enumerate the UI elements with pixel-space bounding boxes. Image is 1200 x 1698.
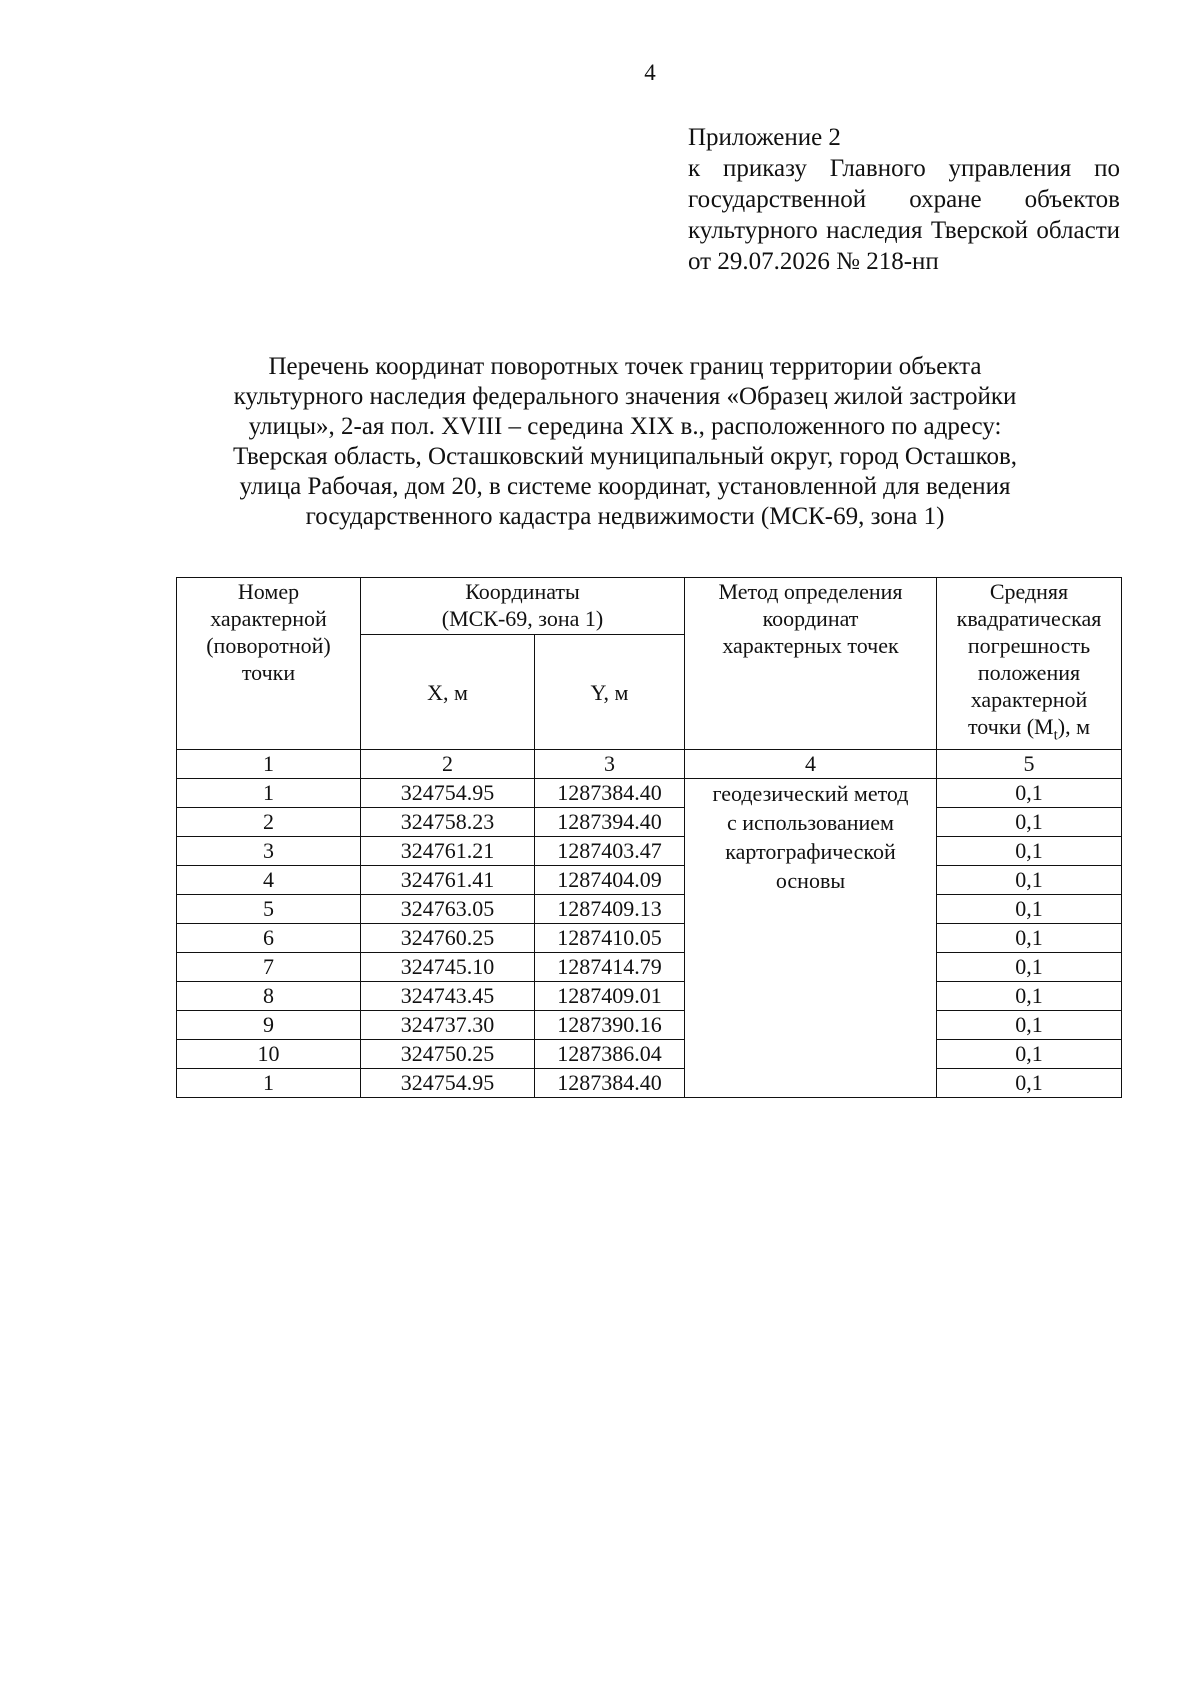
table-row: [177, 1011, 1122, 1040]
x-coordinate-cell: 324761.21: [361, 837, 535, 866]
table-row: [177, 866, 1122, 895]
x-coordinate-cell: 324758.23: [361, 808, 535, 837]
heading-line: культурного наследия федерального значения «Образец жилой застройки: [233, 383, 1017, 410]
point-number-cell: 1: [177, 779, 361, 808]
column-index: 1: [177, 750, 361, 779]
point-number-cell: 1: [177, 1069, 361, 1098]
y-coordinate-cell: 1287384.40: [535, 1069, 685, 1098]
point-number-cell: 10: [177, 1040, 361, 1069]
header-y: Y, м: [535, 635, 685, 750]
x-coordinate-cell: 324743.45: [361, 982, 535, 1011]
error-cell: 0,1: [937, 1040, 1122, 1069]
column-index: 3: [535, 750, 685, 779]
heading-line: улицы», 2-ая пол. XVIII – середина XIX в., расположенного по адресу:: [248, 413, 1002, 440]
header-mean-square-error: Средняя квадратическая погрешность положения характерной точки $(M_t)$, м: [937, 578, 1122, 750]
column-index: 4: [685, 750, 937, 779]
error-cell: 0,1: [937, 779, 1122, 808]
y-coordinate-cell: 1287409.01: [535, 982, 685, 1011]
error-cell: 0,1: [937, 1011, 1122, 1040]
method-line: картографической: [725, 839, 896, 865]
coordinates-table: [176, 577, 1122, 1098]
x-coordinate-cell: 324760.25: [361, 924, 535, 953]
x-coordinate-cell: 324745.10: [361, 953, 535, 982]
method-line: основы: [775, 868, 846, 894]
column-index: 2: [361, 750, 535, 779]
point-number-cell: 9: [177, 1011, 361, 1040]
y-coordinate-cell: 1287404.09: [535, 866, 685, 895]
annex-reference: [688, 122, 1120, 277]
annex-order-reference: к приказу Главного управления по государственной охране объектов культурного наследия Тверской области от 29.07.2026 № 218-нп: [688, 155, 1120, 275]
error-cell: 0,1: [937, 924, 1122, 953]
column-index: 5: [937, 750, 1122, 779]
header-x: X, м: [361, 635, 535, 750]
method-cell: [685, 779, 937, 1098]
header-coordinates: Координаты (МСК-69, зона 1): [361, 578, 685, 635]
x-coordinate-cell: 324761.41: [361, 866, 535, 895]
table-row: [177, 924, 1122, 953]
y-coordinate-cell: 1287384.40: [535, 779, 685, 808]
error-cell: 0,1: [937, 895, 1122, 924]
table-row: [177, 808, 1122, 837]
header-point-number: Номер характерной (поворотной) точки: [177, 578, 361, 750]
x-coordinate-cell: 324737.30: [361, 1011, 535, 1040]
point-number-cell: 8: [177, 982, 361, 1011]
error-cell: 0,1: [937, 866, 1122, 895]
error-cell: 0,1: [937, 953, 1122, 982]
error-cell: 0,1: [937, 837, 1122, 866]
x-coordinate-cell: 324750.25: [361, 1040, 535, 1069]
y-coordinate-cell: 1287394.40: [535, 808, 685, 837]
table-body: [177, 779, 1122, 1098]
point-number-cell: 6: [177, 924, 361, 953]
error-cell: 0,1: [937, 808, 1122, 837]
heading-line: государственного кадастра недвижимости (МСК-69, зона 1): [305, 503, 945, 530]
point-number-cell: 2: [177, 808, 361, 837]
y-coordinate-cell: 1287386.04: [535, 1040, 685, 1069]
table-row: [177, 837, 1122, 866]
column-index-row: [177, 750, 1122, 779]
error-cell: 0,1: [937, 982, 1122, 1011]
header-method: Метод определения координат характерных точек: [685, 578, 937, 750]
y-coordinate-cell: 1287409.13: [535, 895, 685, 924]
table-row: [177, 1069, 1122, 1098]
y-coordinate-cell: 1287403.47: [535, 837, 685, 866]
heading-line: Тверская область, Осташковский муниципальный округ, город Осташков,: [232, 443, 1018, 470]
table-header: [177, 578, 1122, 779]
x-coordinate-cell: 324763.05: [361, 895, 535, 924]
annex-title: Приложение 2: [688, 124, 841, 151]
heading-line: Перечень координат поворотных точек границ территории объекта: [268, 353, 982, 380]
y-coordinate-cell: 1287390.16: [535, 1011, 685, 1040]
method-line: геодезический метод: [712, 781, 909, 807]
y-coordinate-cell: 1287410.05: [535, 924, 685, 953]
table-row: [177, 779, 1122, 808]
x-coordinate-cell: 324754.95: [361, 779, 535, 808]
point-number-cell: 4: [177, 866, 361, 895]
table-row: [177, 953, 1122, 982]
point-number-cell: 3: [177, 837, 361, 866]
y-coordinate-cell: 1287414.79: [535, 953, 685, 982]
error-cell: 0,1: [937, 1069, 1122, 1098]
x-coordinate-cell: 324754.95: [361, 1069, 535, 1098]
header-error-unit: точки $(M_t)$, м: [967, 714, 1091, 744]
table-row: [177, 1040, 1122, 1069]
point-number-cell: 5: [177, 895, 361, 924]
document-heading: [170, 352, 1080, 532]
table-row: [177, 982, 1122, 1011]
page-number: 4: [644, 60, 656, 85]
method-line: с использованием: [727, 810, 894, 836]
table-row: [177, 895, 1122, 924]
heading-line: улица Рабочая, дом 20, в системе координат, установленной для ведения: [239, 473, 1011, 500]
point-number-cell: 7: [177, 953, 361, 982]
